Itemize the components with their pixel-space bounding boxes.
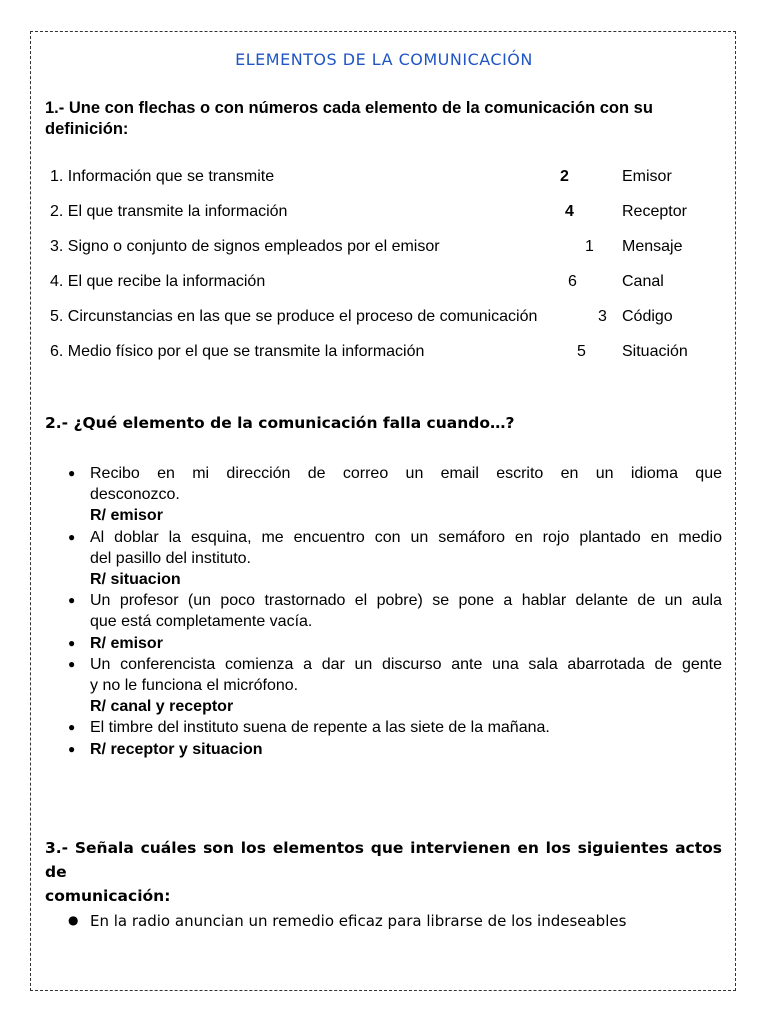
term-text: Emisor — [622, 168, 672, 185]
answer-number: 5 — [577, 343, 586, 360]
list-item — [68, 654, 722, 718]
item-text: del pasillo del instituto. — [90, 549, 251, 567]
item-text: Un profesor (un poco trastornado el pobre) se pone a hablar delante de un aula — [90, 592, 722, 610]
answer-text: R/ emisor — [90, 507, 163, 525]
matching-row — [50, 273, 720, 308]
answer-number: 2 — [560, 168, 569, 185]
term-text: Situación — [622, 343, 688, 360]
section3-prompt-line2: comunicación: — [45, 887, 171, 905]
section3-prompt — [45, 836, 722, 908]
definition-text: 3. Signo o conjunto de signos empleados por el emisor — [50, 238, 440, 255]
bullet-icon: ● — [68, 593, 76, 608]
item-text: En la radio anuncian un remedio eficaz para librarse de los indeseables — [90, 912, 627, 930]
section2-prompt: 2.- ¿Qué elemento de la comunicación falla cuando…? — [45, 414, 515, 432]
term-text: Mensaje — [622, 238, 683, 255]
bullet-icon: ● — [68, 529, 76, 544]
section2-list — [68, 463, 722, 760]
matching-list — [50, 168, 720, 378]
bullet-icon: ● — [68, 635, 76, 650]
term-text: Código — [622, 308, 673, 325]
list-item — [68, 912, 722, 930]
section3-prompt-line1: 3.- Señala cuáles son los elementos que intervienen en los siguientes actos de — [45, 839, 722, 881]
matching-row — [50, 308, 720, 343]
answer-text: R/ emisor — [90, 634, 163, 652]
definition-text: 6. Medio físico por el que se transmite la información — [50, 343, 425, 360]
bullet-icon: ● — [68, 913, 79, 927]
definition-text: 4. El que recibe la información — [50, 273, 266, 290]
answer-text: R/ situacion — [90, 571, 181, 589]
bullet-icon: ● — [68, 720, 76, 735]
list-item — [68, 463, 722, 527]
matching-row — [50, 343, 720, 378]
list-item — [68, 739, 722, 760]
answer-number: 1 — [585, 238, 594, 255]
item-text: Un conferencista comienza a dar un discurso ante una sala abarrotada de gente — [90, 655, 722, 673]
term-text: Canal — [622, 273, 664, 290]
answer-text: R/ receptor y situacion — [90, 740, 263, 758]
definition-text: 2. El que transmite la información — [50, 203, 288, 220]
list-item — [68, 633, 722, 654]
item-text: que está completamente vacía. — [90, 613, 313, 631]
bullet-icon: ● — [68, 466, 76, 480]
list-item — [68, 717, 722, 738]
item-text: desconozco. — [90, 486, 180, 504]
section1-prompt: 1.- Une con flechas o con números cada elemento de la comunicación con su definición: — [45, 99, 653, 138]
definition-text: 5. Circunstancias en las que se produce el proceso de comunicación — [50, 308, 538, 325]
matching-row — [50, 168, 720, 203]
answer-number: 3 — [598, 308, 607, 325]
item-text: Al doblar la esquina, me encuentro con un semáforo en rojo plantado en medio — [90, 528, 722, 546]
answer-number: 4 — [565, 203, 574, 220]
section3-list — [68, 912, 722, 930]
answer-number: 6 — [568, 273, 577, 290]
page-title: ELEMENTOS DE LA COMUNICACIÓN — [235, 50, 533, 69]
answer-text: R/ canal y receptor — [90, 698, 234, 716]
matching-row — [50, 203, 720, 238]
term-text: Receptor — [622, 203, 687, 220]
list-item — [68, 527, 722, 591]
list-item — [68, 590, 722, 632]
definition-text: 1. Información que se transmite — [50, 168, 275, 185]
item-text: Recibo en mi dirección de correo un email escrito en un idioma que — [90, 465, 722, 482]
bullet-icon: ● — [68, 741, 76, 756]
item-text: y no le funciona el micrófono. — [90, 677, 299, 695]
item-text: El timbre del instituto suena de repente a las siete de la mañana. — [90, 719, 550, 737]
matching-row — [50, 238, 720, 273]
bullet-icon: ● — [68, 656, 76, 671]
